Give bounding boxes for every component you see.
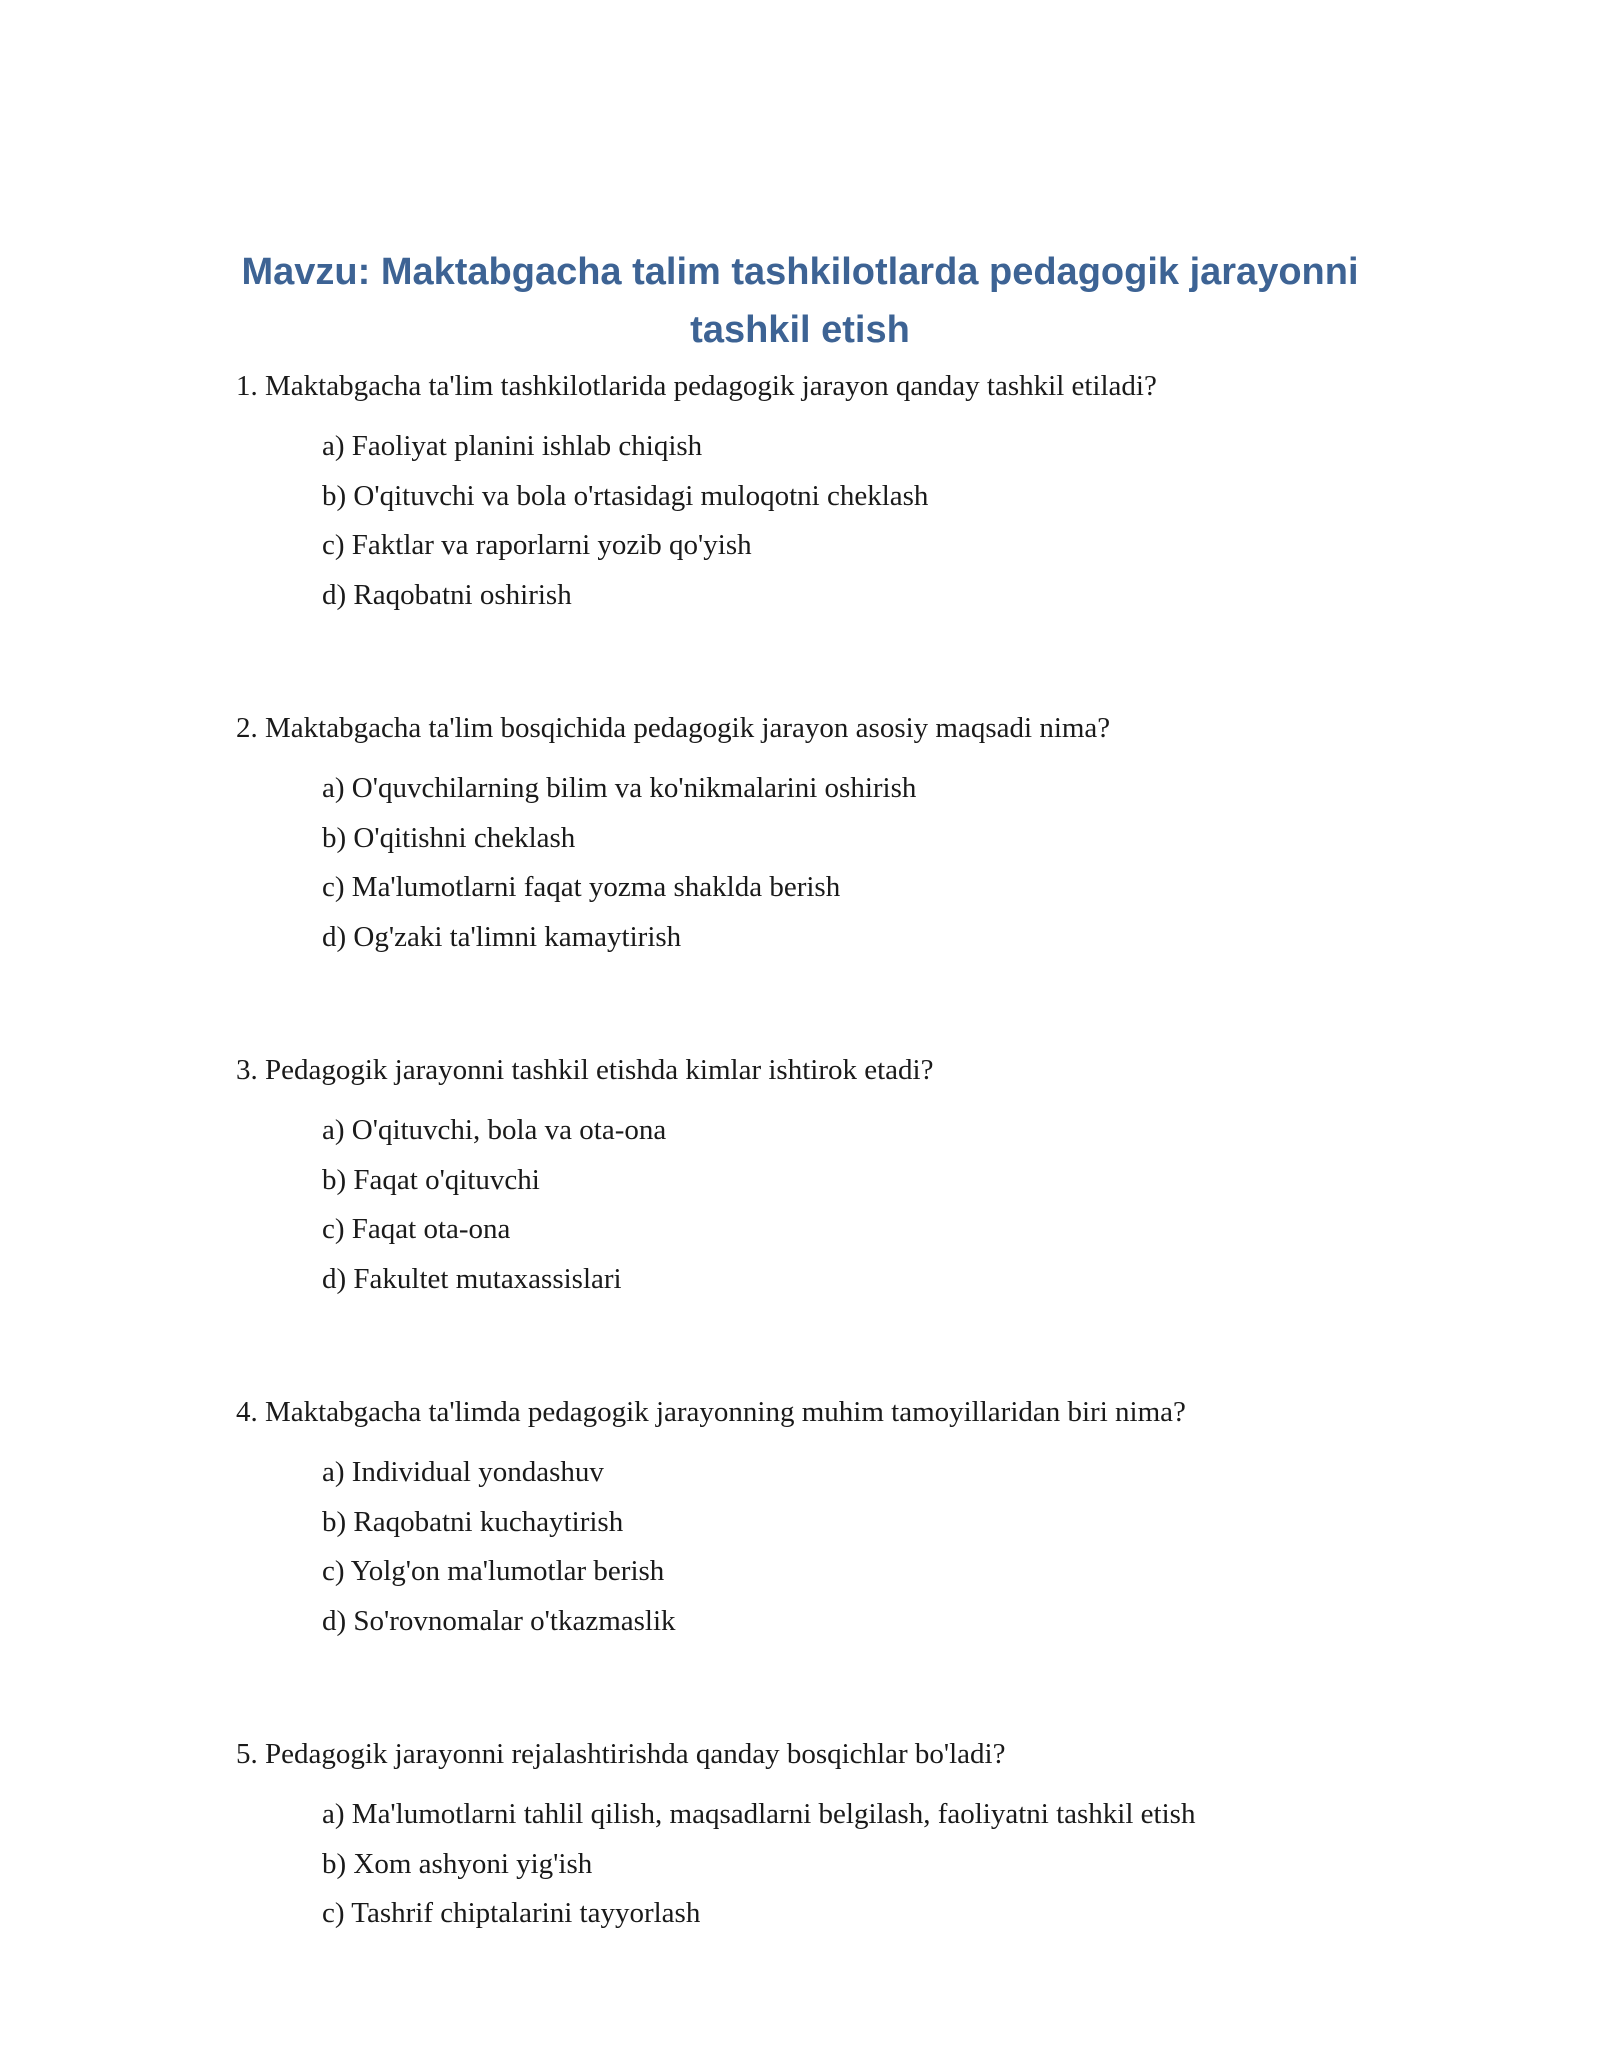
- answer-option: d) Og'zaki ta'limni kamaytirish: [322, 920, 682, 953]
- answer-option: c) Yolg'on ma'lumotlar berish: [322, 1555, 665, 1587]
- answer-option: c) Ma'lumotlarni faqat yozma shaklda berish: [322, 871, 841, 903]
- answer-option: d) So'rovnomalar o'tkazmaslik: [322, 1604, 676, 1637]
- answer-option: a) Individual yondashuv: [322, 1456, 604, 1488]
- question-2: [236, 708, 1436, 962]
- question-5: [236, 1734, 1436, 1939]
- page-title: Mavzu: Maktabgacha talim tashkilotlarda pedagogik jarayonni tashkil etish: [241, 251, 1359, 351]
- question-3: [236, 1050, 1436, 1304]
- question-text: 5. Pedagogik jarayonni rejalashtirishda qanday bosqichlar bo'ladi?: [236, 1738, 1006, 1770]
- answer-option: b) O'qituvchi va bola o'rtasidagi muloqotni cheklash: [322, 479, 929, 512]
- question-text: 4. Maktabgacha ta'limda pedagogik jarayonning muhim tamoyillaridan biri nima?: [236, 1396, 1186, 1428]
- answer-option: b) Faqat o'qituvchi: [322, 1163, 540, 1196]
- answer-option: d) Fakultet mutaxassislari: [322, 1262, 622, 1295]
- question-text: 3. Pedagogik jarayonni tashkil etishda kimlar ishtirok etadi?: [236, 1054, 934, 1086]
- answer-options: [236, 1790, 1436, 1939]
- answer-option: a) O'qituvchi, bola va ota-ona: [322, 1114, 667, 1146]
- answer-option: d) Raqobatni oshirish: [322, 578, 572, 611]
- answer-option: c) Faqat ota-ona: [322, 1213, 511, 1245]
- answer-option: a) Ma'lumotlarni tahlil qilish, maqsadlarni belgilash, faoliyatni tashkil etish: [322, 1798, 1196, 1830]
- answer-option: a) O'quvchilarning bilim va ko'nikmalarini oshirish: [322, 772, 917, 804]
- question-1: [236, 366, 1436, 620]
- answer-option: b) Raqobatni kuchaytirish: [322, 1505, 624, 1538]
- answer-options: [236, 422, 1436, 620]
- answer-option: c) Tashrif chiptalarini tayyorlash: [322, 1897, 701, 1929]
- answer-option: b) Xom ashyoni yig'ish: [322, 1847, 593, 1880]
- answer-option: a) Faoliyat planini ishlab chiqish: [322, 430, 703, 462]
- question-text: 2. Maktabgacha ta'lim bosqichida pedagogik jarayon asosiy maqsadi nima?: [236, 712, 1111, 744]
- answer-option: c) Faktlar va raporlarni yozib qo'yish: [322, 529, 752, 561]
- answer-option: b) O'qitishni cheklash: [322, 821, 576, 854]
- answer-options: [236, 1106, 1436, 1304]
- question-list: [236, 366, 1436, 2027]
- answer-options: [236, 1448, 1436, 1646]
- answer-options: [236, 764, 1436, 962]
- question-text: 1. Maktabgacha ta'lim tashkilotlarida pedagogik jarayon qanday tashkil etiladi?: [236, 370, 1157, 402]
- question-4: [236, 1392, 1436, 1646]
